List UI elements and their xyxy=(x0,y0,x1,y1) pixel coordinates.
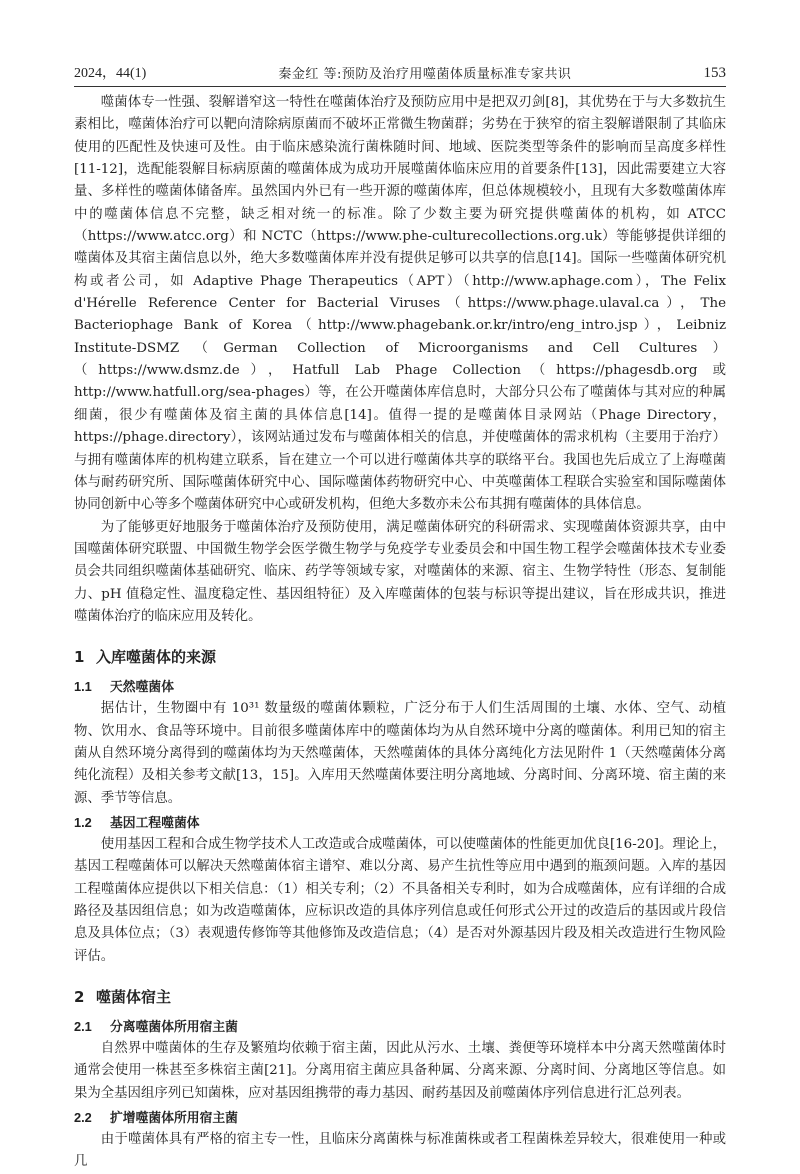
subsection-heading xyxy=(74,1107,726,1129)
subsection-title: 天然噬菌体 xyxy=(110,680,174,696)
header-rule xyxy=(74,86,726,87)
subsection-heading xyxy=(74,1016,726,1038)
running-title: 秦金红 等:预防及治疗用噬菌体质量标准专家共识 xyxy=(278,67,572,82)
subsection-heading xyxy=(74,812,726,834)
intro-paragraph-1: 噬菌体专一性强、裂解谱窄这一特性在噬菌体治疗及预防应用中是把双刃剑[8]，其优势在于与大多数抗生素相比，噬菌体治疗可以靶向清除病原菌而不破坏正常微生物菌群；劣势在于狭窄的宿主裂解谱限制了其临床使用的匹配性及快速可及性。由于临床感染流行菌株随时间、地域、医院类型等条件的影响而呈高度多样性[11-12]，选配能裂解目标病原菌的噬菌体成为成功开展噬菌体临床应用的首要条件[13]，因此需要建立大容量、多样性的噬菌体储备库。虽然国内外已有一些开源的噬菌体库，但总体规模较小，且现有大多数噬菌体库中的噬菌体信息不完整，缺乏相对统一的标准。除了少数主要为研究提供噬菌体的机构，如 ATCC（https://www.atcc.org）和 NCTC（https://www.phe-culturecollections.org.uk）等能够提供详细的噬菌体及其宿主菌信息以外，绝大多数噬菌体库并没有提供足够可以共享的信息[14]。国际一些噬菌体研究机构或者公司，如 Adaptive Phage Therapeutics（APT）（http://www.aphage.com），The Felix d'Hérelle Reference Center for Bacterial Viruses（https://www.phage.ulaval.ca），The Bacteriophage Bank of Korea（http://www.phagebank.or.kr/intro/eng_intro.jsp），Leibniz Institute-DSMZ（German Collection of Microorganisms and Cell Cultures）（https://www.dsmz.de），Hatfull Lab Phage Collection（https://phagesdb.org 或 http://www.hatfull.org/sea-phages）等，在公开噬菌体库信息时，大部分只公布了噬菌体与其对应的种属细菌，很少有噬菌体及宿主菌的具体信息[14]。值得一提的是噬菌体目录网站（Phage Directory，https://phage.directory），该网站通过发布与噬菌体相关的信息，并使噬菌体的需求机构（主要用于治疗）与拥有噬菌体库的机构建立联系，旨在建立一个可以进行噬菌体共享的联络平台。我国也先后成立了上海噬菌体与耐药研究所、国际噬菌体研究中心、国际噬菌体药物研究中心、中英噬菌体工程联合实验室和国际噬菌体协同创新中心等多个噬菌体研究中心或研发机构，但绝大多数亦未公布其拥有噬菌体的具体信息。 xyxy=(74,95,726,513)
intro-paragraph-2: 为了能够更好地服务于噬菌体治疗及预防使用，满足噬菌体研究的科研需求、实现噬菌体资源共享，由中国噬菌体研究联盟、中国微生物学会医学微生物学与免疫学专业委员会和中国生物工程学会噬菌体技术专业委员会共同组织噬菌体基础研究、临床、药学等领域专家，对噬菌体的来源、宿主、生物学特性（形态、复制能力、pH 值稳定性、温度稳定性、基因组特征）及入库噬菌体的包装与标识等提出建议，旨在形成共识，推进噬菌体治疗的临床应用及转化。 xyxy=(74,519,726,624)
article-body xyxy=(74,92,726,1174)
section-title: 噬菌体宿主 xyxy=(96,988,172,1007)
body-paragraph: 由于噬菌体具有严格的宿主专一性，且临床分离菌株与标准菌株或者工程菌株差异较大，很难使用一种或几 xyxy=(74,1132,726,1170)
subsection-heading xyxy=(74,676,726,698)
subsection-title: 扩增噬菌体所用宿主菌 xyxy=(110,1111,238,1127)
section-number: 2 xyxy=(74,988,85,1007)
section-title: 入库噬菌体的来源 xyxy=(96,648,217,667)
running-header xyxy=(74,58,726,82)
body-paragraph: 自然界中噬菌体的生存及繁殖均依赖于宿主菌，因此从污水、土壤、粪便等环境样本中分离天然噬菌体时通常会使用一株甚至多株宿主菌[21]。分离用宿主菌应具备种属、分离来源、分离时间、分离地区等信息。如果为全基因组序列已知菌株，应对基因组携带的毒力基因、耐药基因及前噬菌体序列信息进行汇总列表。 xyxy=(74,1041,726,1101)
subsection-number: 2.1 xyxy=(74,1019,92,1035)
subsection-title: 基因工程噬菌体 xyxy=(110,815,200,831)
section-number: 1 xyxy=(74,648,85,667)
section-heading xyxy=(74,644,726,670)
journal-volume: 2024，44(1) xyxy=(74,66,147,81)
subsection-title: 分离噬菌体所用宿主菌 xyxy=(110,1020,238,1036)
page-number: 153 xyxy=(703,65,726,81)
subsection-number: 1.2 xyxy=(74,814,92,830)
body-paragraph: 据估计，生物圈中有 10³¹ 数量级的噬菌体颗粒，广泛分布于人们生活周围的土壤、水体、空气、动植物、饮用水、食品等环境中。目前很多噬菌体库中的噬菌体均为从自然环境中分离的噬菌体。利用已知的宿主菌从自然环境分离得到的噬菌体均为天然噬菌体，天然噬菌体的具体分离纯化方法见附件 1（天然噬菌体分离纯化流程）及相关参考文献[13，15]。入库用天然噬菌体要注明分离地域、分离时间、分离环境、宿主菌的来源、季节等信息。 xyxy=(74,701,726,806)
subsection-number: 1.1 xyxy=(74,679,92,695)
section-heading xyxy=(74,984,726,1010)
subsection-number: 2.2 xyxy=(74,1110,92,1126)
body-paragraph: 使用基因工程和合成生物学技术人工改造或合成噬菌体，可以使噬菌体的性能更加优良[16-20]。理论上，基因工程噬菌体可以解决天然噬菌体宿主谱窄、难以分离、易产生抗性等应用中遇到的瓶颈问题。入库的基因工程噬菌体应提供以下相关信息：（1）相关专利；（2）不具备相关专利时，如为合成噬菌体，应有详细的合成路径及基因组信息；如为改造噬菌体，应标识改造的具体序列信息或任何形式公开过的改造后的基因或片段信息及具体位点；（3）表观遗传修饰等其他修饰及改造信息；（4）是否对外源基因片段及相关改造进行生物风险评估。 xyxy=(74,836,726,964)
